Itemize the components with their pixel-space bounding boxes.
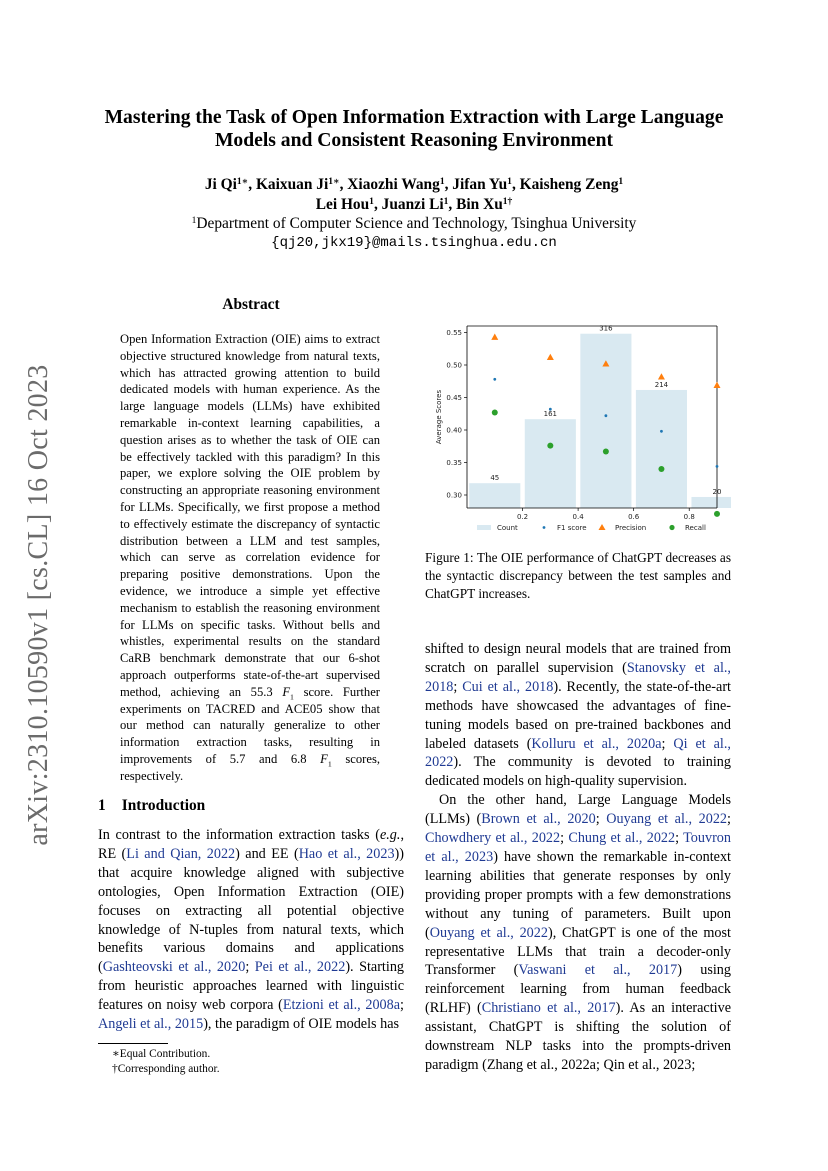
author-name: Ji $Qi^{1∗}$ xyxy=(204,175,249,193)
author-block xyxy=(90,175,738,253)
legend-swatch-precision xyxy=(599,524,606,530)
author-name: Xiaozhi Wang$^1$ xyxy=(347,175,445,193)
count-bar xyxy=(580,334,631,508)
f1-point xyxy=(716,465,719,468)
count-bar xyxy=(525,419,576,508)
bar-count-label: 45 xyxy=(490,474,500,483)
recall-point xyxy=(547,443,553,449)
author-name: Kaixuan $Ji^{1∗}$ xyxy=(255,175,340,193)
author-line-2: Lei Hou$^1$, Juanzi Li$^1$, Bin $Xu^{1\dagger}$ xyxy=(315,195,513,213)
bar-count-label: 316 xyxy=(599,324,613,333)
intro-right-column xyxy=(425,640,731,1075)
y-tick-label: 0.45 xyxy=(446,394,462,402)
intro-paragraph-2: shifted to design neural models that are trained from scratch on parallel supervision (Stanovsky et al., 2018; Cui et al., 2018). Recently, the state-of-the-art methods have showcased the advantages of fine-tuning models based on pre-trained backbones and labeled datasets (Kolluru et al., 2020a; Qi et al., 2022). The community is devoted to training dedicated models on high-quality supervision. xyxy=(425,641,731,790)
legend-label: Recall xyxy=(685,524,706,532)
legend-swatch-recall xyxy=(669,525,674,530)
f1-point xyxy=(604,414,607,417)
y-tick-label: 0.35 xyxy=(446,459,462,467)
abstract-text: Open Information Extraction (OIE) aims to extract objective structured knowledge from natural texts, which has attracted growing attention to build dedicated models with human experience. As the large language models (LLMs) have exhibited remarkable in-context learning capabilities, a question arises as to whether the task of OIE can be effectively tackled with this paradigm? In this paper, we explore solving the OIE problem by constructing an appropriate reasoning environment for LLMs. Specifically, we first propose a method to effectively estimate the discrepancy of syntactic distribution between a LLM and test samples, which can serve as correlation evidence for preparing positive demonstrations. Upon the evidence, we introduce a simple yet effective mechanism to establish the reasoning environment for LLMs on specific tasks. Without bells and whistles, experimental results on the standard CaRB benchmark demonstrate that our 6-shot approach outperforms state-of-the-art supervised method, achieving an 55.3 $F_1$ score. Further experiments on TACRED and ACE05 show that our method can naturally generalize to other information extraction tasks, resulting in improvements of 5.7 and 6.8 $F_1$ scores, respectively. xyxy=(120,332,380,783)
legend-label: F1 score xyxy=(557,524,587,532)
affiliation: $^1$Department of Computer Science and Technology, Tsinghua University xyxy=(191,214,637,232)
author-name: Bin $Xu^{1\dagger}$ xyxy=(456,195,513,213)
legend-swatch-f1 xyxy=(543,526,546,529)
legend-label: Precision xyxy=(615,524,647,532)
bar-count-label: 214 xyxy=(654,380,669,389)
author-name: Jifan Yu$^1$ xyxy=(452,175,512,193)
author-line-1: Ji $Qi^{1∗}$, Kaixuan $Ji^{1∗}$, Xiaozhi Wang$^1$, Jifan Yu$^1$, Kaisheng Zeng$^1$ xyxy=(204,175,624,193)
footnote-equal: ∗Equal Contribution. xyxy=(112,1048,211,1060)
count-bar xyxy=(636,390,687,508)
recall-point xyxy=(603,448,609,454)
x-tick-label: 0.6 xyxy=(628,513,640,521)
f1-point xyxy=(493,378,496,381)
section-number: 1 xyxy=(98,797,106,814)
y-tick-label: 0.55 xyxy=(446,329,462,337)
legend-label: Count xyxy=(497,524,518,532)
bar-count-label: 20 xyxy=(712,487,722,496)
arxiv-sidebar-id: arXiv:2310.10590v1 [cs.CL] 16 Oct 2023 xyxy=(23,364,54,846)
chart-svg xyxy=(425,322,731,540)
author-name: Lei Hou$^1$ xyxy=(315,195,374,213)
legend-swatch-count xyxy=(477,525,491,530)
y-tick-label: 0.30 xyxy=(446,491,462,500)
author-name: Kaisheng Zeng$^1$ xyxy=(519,175,624,193)
section-heading xyxy=(98,797,205,815)
figure-caption: Figure 1: The OIE performance of ChatGPT decreases as the syntactic discrepancy between the test samples and ChatGPT increases. xyxy=(425,550,731,601)
precision-point xyxy=(714,382,721,388)
intro-paragraph-1: In contrast to the information extraction tasks (e.g., RE (Li and Qian, 2022) and EE (Hao et al., 2023)) that acquire knowledge aligned with subjective ontologies, Open Information Extraction (OIE) focuses on extracting all potential objective knowledge of N-tuples from natural texts, which benefits various domains and applications (Gashteovski et al., 2020; Pei et al., 2022). Starting from heuristic approaches learned with linguistic features on noisy web corpora (Etzioni et al., 2008a; Angeli et al., 2015), the paradigm of OIE models has xyxy=(98,827,405,1033)
recall-point xyxy=(492,409,498,415)
intro-paragraph-3: On the other hand, Large Language Models (LLMs) (Brown et al., 2020; Ouyang et al., 2022; Chowdhery et al., 2022; Chung et al., 2022; Touvron et al., 2023) have shown the remarkable in-context learning abilities that generate responses by only providing proper prompts with a few demonstrations without any tuning of parameters. Built upon (Ouyang et al., 2022), ChatGPT is one of the most representative LLMs that train a decoder-only Transformer (Vaswani et al., 2017) using reinforcement learning from human feedback (RLHF) (Christiano et al., 2017). As an interactive assistant, ChatGPT is shifting the solution of downstream NLP tasks into the prompts-driven paradigm (Zhang et al., 2022a; Qin et al., 2023; xyxy=(425,792,731,1073)
precision-point xyxy=(658,373,665,379)
author-name: Juanzi Li$^1$ xyxy=(381,195,449,213)
section-title: Introduction xyxy=(121,797,206,814)
x-tick-label: 0.2 xyxy=(516,513,529,521)
recall-point xyxy=(658,466,664,472)
x-tick-label: 0.4 xyxy=(572,513,584,521)
f1-point xyxy=(549,408,552,411)
figure-1-chart xyxy=(425,322,731,540)
y-tick-label: 0.40 xyxy=(446,426,462,435)
count-bar xyxy=(691,497,731,508)
precision-point xyxy=(547,354,554,360)
precision-point xyxy=(491,334,498,340)
f1-point xyxy=(660,430,663,433)
abstract-heading: Abstract xyxy=(222,296,280,313)
count-bar xyxy=(469,483,520,508)
x-tick-label: 0.8 xyxy=(683,513,695,521)
recall-point xyxy=(714,511,720,517)
author-email: {qj20,jkx19}@mails.tsinghua.edu.cn xyxy=(271,234,557,251)
footnote-corresponding: †Corresponding author. xyxy=(112,1063,220,1075)
intro-left-column xyxy=(98,826,404,1034)
paper-title: Mastering the Task of Open Information Extraction with Large Language Models and Consistent Reasoning Environment xyxy=(104,107,724,151)
footnote-rule xyxy=(98,1043,168,1044)
bar-count-label: 161 xyxy=(543,410,558,419)
y-tick-label: 0.50 xyxy=(446,361,462,370)
y-axis-label: Average Scores xyxy=(435,389,443,445)
